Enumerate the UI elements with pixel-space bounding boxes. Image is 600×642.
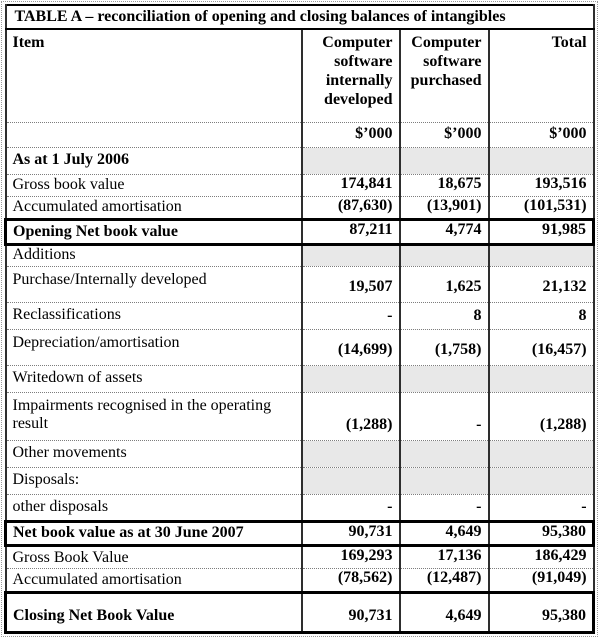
row-value: 1,625: [400, 266, 489, 302]
row-value: [400, 365, 489, 392]
row-value: [302, 244, 400, 266]
row-value: 4,649: [400, 521, 489, 545]
row-value: 87,211: [302, 220, 400, 244]
row-value: (16,457): [489, 329, 594, 365]
row-label: Writedown of assets: [6, 365, 302, 392]
row-value: 8: [400, 302, 489, 329]
row-value: [302, 147, 400, 174]
row-value: 90,731: [302, 592, 400, 632]
row-value: 186,429: [489, 546, 594, 569]
row-value: (1,288): [489, 392, 594, 440]
table-row: [6, 494, 594, 521]
row-value: (78,562): [302, 569, 400, 592]
row-value: (87,630): [302, 196, 400, 219]
row-value: (1,288): [302, 392, 400, 440]
row-value: 90,731: [302, 521, 400, 545]
row-value: 4,649: [400, 592, 489, 632]
row-value: 169,293: [302, 546, 400, 569]
row-value: 95,380: [489, 521, 594, 545]
col-header-software-internally-developed: Computer software internally developed: [302, 29, 400, 122]
row-value: [400, 467, 489, 494]
row-value: -: [302, 494, 400, 521]
table-row: [6, 569, 594, 592]
row-value: [400, 244, 489, 266]
row-label: other disposals: [6, 494, 302, 521]
row-label: Purchase/Internally developed: [6, 266, 302, 302]
table-row: [6, 174, 594, 196]
col-header-total: Total: [489, 29, 594, 122]
unit-cell-total: $’000: [489, 122, 594, 147]
table-row: [6, 546, 594, 569]
table-row: [6, 592, 594, 632]
row-value: [302, 440, 400, 467]
row-label: Accumulated amortisation: [6, 196, 302, 219]
table-row: [6, 244, 594, 266]
row-value: [489, 244, 594, 266]
row-value: (12,487): [400, 569, 489, 592]
row-label: Gross book value: [6, 174, 302, 196]
row-value: [489, 467, 594, 494]
unit-row: [6, 122, 594, 147]
row-value: [302, 365, 400, 392]
row-value: (1,758): [400, 329, 489, 365]
table-row: [6, 521, 594, 545]
table-row: [6, 266, 594, 302]
table-title-row: [6, 5, 594, 29]
row-value: -: [400, 494, 489, 521]
table-row: [6, 196, 594, 219]
row-value: 18,675: [400, 174, 489, 196]
row-label: Gross Book Value: [6, 546, 302, 569]
unit-cell-item: [6, 122, 302, 147]
row-value: [489, 365, 594, 392]
row-label: Net book value as at 30 June 2007: [6, 521, 302, 545]
row-value: -: [400, 392, 489, 440]
row-label: Reclassifications: [6, 302, 302, 329]
table-row: [6, 440, 594, 467]
row-value: [302, 467, 400, 494]
unit-cell-software-purchased: $’000: [400, 122, 489, 147]
row-value: (13,901): [400, 196, 489, 219]
row-label: Closing Net Book Value: [6, 592, 302, 632]
row-label: Disposals:: [6, 467, 302, 494]
row-value: 174,841: [302, 174, 400, 196]
row-value: -: [302, 302, 400, 329]
row-value: (101,531): [489, 196, 594, 219]
row-label: Other movements: [6, 440, 302, 467]
table-row: [6, 147, 594, 174]
table-row: [6, 329, 594, 365]
table-row: [6, 220, 594, 244]
row-value: 95,380: [489, 592, 594, 632]
table-title: TABLE A – reconciliation of opening and closing balances of intangibles: [6, 5, 594, 29]
row-value: 8: [489, 302, 594, 329]
row-label: Opening Net book value: [6, 220, 302, 244]
row-label: Depreciation/amortisation: [6, 329, 302, 365]
row-value: [400, 147, 489, 174]
row-value: [489, 440, 594, 467]
row-value: (14,699): [302, 329, 400, 365]
intangibles-reconciliation-table: [4, 4, 595, 634]
row-value: 17,136: [400, 546, 489, 569]
table-row: [6, 365, 594, 392]
row-value: 19,507: [302, 266, 400, 302]
row-value: [489, 147, 594, 174]
col-header-item: Item: [6, 29, 302, 122]
row-value: 91,985: [489, 220, 594, 244]
row-value: -: [489, 494, 594, 521]
table-row: [6, 302, 594, 329]
row-label: Impairments recognised in the operating result: [6, 392, 302, 440]
table-body: [6, 147, 594, 632]
row-value: [400, 440, 489, 467]
row-label: Accumulated amortisation: [6, 569, 302, 592]
row-label: Additions: [6, 244, 302, 266]
table-header-row: [6, 29, 594, 122]
col-header-software-purchased: Computer software purchased: [400, 29, 489, 122]
unit-cell-software-internally-developed: $’000: [302, 122, 400, 147]
table-row: [6, 392, 594, 440]
row-label: As at 1 July 2006: [6, 147, 302, 174]
row-value: 193,516: [489, 174, 594, 196]
row-value: (91,049): [489, 569, 594, 592]
row-value: 4,774: [400, 220, 489, 244]
row-value: 21,132: [489, 266, 594, 302]
table-row: [6, 467, 594, 494]
document-sheet: [1, 1, 598, 637]
